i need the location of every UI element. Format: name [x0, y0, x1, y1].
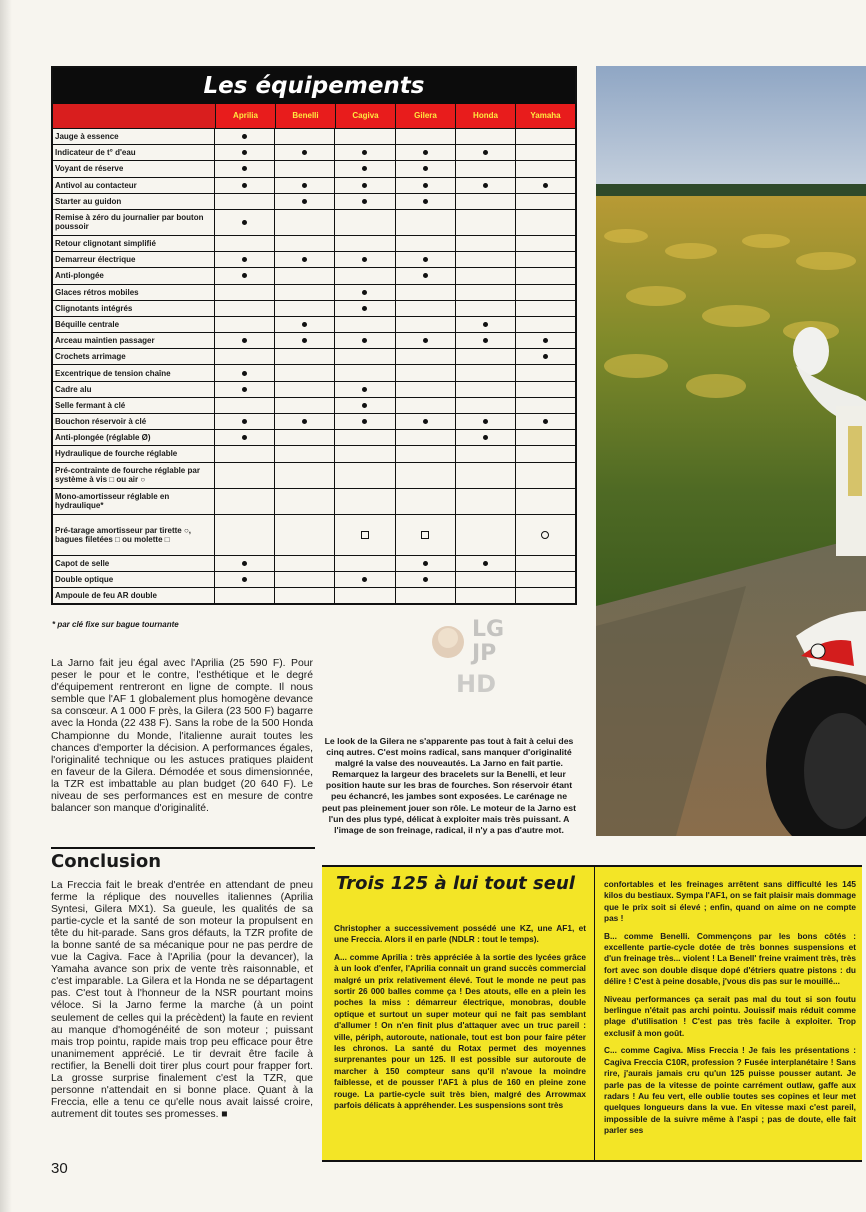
table-cell: [275, 556, 335, 571]
table-cell: [335, 301, 395, 316]
row-label: Excentrique de tension chaîne: [53, 365, 215, 380]
conclusion-heading: Conclusion: [51, 847, 315, 872]
table-cell: [456, 194, 516, 209]
table-cell: [275, 365, 335, 380]
row-label: Cadre alu: [53, 382, 215, 397]
table-cell: [215, 446, 275, 461]
table-cell: [215, 161, 275, 176]
dot-marker: [302, 419, 307, 424]
table-body: [53, 129, 575, 603]
table-row: [53, 463, 575, 489]
table-cell: [275, 333, 335, 348]
dot-marker: [483, 150, 488, 155]
watermark-line1: LG: [472, 617, 505, 642]
table-cell: [275, 210, 335, 235]
dot-marker: [423, 166, 428, 171]
table-row: [53, 210, 575, 236]
dot-marker: [483, 322, 488, 327]
table-cell: [396, 178, 456, 193]
dot-marker: [483, 435, 488, 440]
dot-marker: [423, 199, 428, 204]
dot-marker: [423, 273, 428, 278]
row-label: Voyant de réserve: [53, 161, 215, 176]
table-cell: [396, 285, 456, 300]
table-row: [53, 161, 575, 177]
table-cell: [516, 382, 575, 397]
box-col2-paragraph: C... comme Cagiva. Miss Freccia ! Je fais les présentations : Cagiva Freccia C10R, profession ? Fusée interplanétaire ! Sans rire, j'aurais jamais cru qu'un 125 puisse pousser autant. Je parle pas de la vitesse de pointe carrément outlaw, gaffe aux radars ! Au feu vert, elle oublie toutes ses copines et leur met quelques longueurs dans la vue. En vitesse maxi c'est pareil, impossible de la suivre même à l'aspi ; pas de doute, elle fait parler ses: [604, 1045, 856, 1136]
dot-marker: [302, 183, 307, 188]
table-cell: [215, 414, 275, 429]
table-cell: [516, 556, 575, 571]
dot-marker: [423, 150, 428, 155]
brand-header-yamaha: Yamaha: [516, 104, 575, 128]
row-label: Selle fermant à clé: [53, 398, 215, 413]
watermark-logo: [428, 610, 520, 700]
box-title: Trois 125 à lui tout seul: [336, 873, 575, 894]
table-cell: [275, 285, 335, 300]
table-cell: [275, 382, 335, 397]
table-cell: [215, 430, 275, 445]
table-cell: [275, 317, 335, 332]
table-cell: [215, 382, 275, 397]
table-cell: [516, 268, 575, 283]
row-label: Antivol au contacteur: [53, 178, 215, 193]
dot-marker: [543, 183, 548, 188]
box-col1-paragraph: A... comme Aprilia : très appréciée à la sortie des lycées grâce à un look d'enfer, l'Aprilia connait un grand succès commercial malgré un prix relativement élevé. Tout le monde ne peut pas sortir 26 000 balles comme ça ! Des atouts, elle en a plein les poches la miss : démarreur électrique, monobras, double optique et surtout un super moteur qui ne fait pas semblant d'allumer ! On n'en finit plus d'attaquer avec un truc pareil : ville, périph, autoroute, nationale, tout est bon pour faire péter les chronos. La santé du Rotax permet des moyennes surprenantes pour un 125. Il est possible sur autoroute de marcher à 150 compteur sans qu'il n'avoue la moindre faiblesse, et de pousser l'AF1 à plus de 160 en pleine zone rouge. La partie-cycle suit très bien, malgré des Arrowmax parfois délicats à appréhender. Les suspensions sont très: [334, 951, 586, 1111]
dot-marker: [242, 166, 247, 171]
dot-marker: [362, 306, 367, 311]
table-cell: [215, 178, 275, 193]
table-row: [53, 236, 575, 252]
dot-marker: [362, 183, 367, 188]
table-cell: [516, 161, 575, 176]
table-cell: [335, 463, 395, 488]
row-label: Glaces rétros mobiles: [53, 285, 215, 300]
table-cell: [275, 414, 335, 429]
table-cell: [335, 252, 395, 267]
dot-marker: [242, 183, 247, 188]
table-cell: [215, 194, 275, 209]
table-row: [53, 317, 575, 333]
table-cell: [396, 129, 456, 144]
brand-header-aprilia: Aprilia: [216, 104, 276, 128]
table-cell: [275, 398, 335, 413]
table-cell: [396, 382, 456, 397]
row-label: Capot de selle: [53, 556, 215, 571]
table-cell: [335, 515, 395, 555]
table-row: [53, 178, 575, 194]
table-cell: [456, 285, 516, 300]
table-cell: [516, 252, 575, 267]
table-row: [53, 446, 575, 462]
row-label: Anti-plongée: [53, 268, 215, 283]
dot-marker: [242, 257, 247, 262]
box-column-2: [604, 879, 856, 1143]
table-cell: [275, 178, 335, 193]
equipment-table: [51, 66, 577, 605]
page-number: 30: [51, 1160, 68, 1177]
row-label: Indicateur de t° d'eau: [53, 145, 215, 160]
dot-marker: [302, 150, 307, 155]
table-cell: [456, 317, 516, 332]
table-cell: [275, 236, 335, 251]
dot-marker: [423, 257, 428, 262]
dot-marker: [483, 338, 488, 343]
table-cell: [275, 129, 335, 144]
row-label: Béquille centrale: [53, 317, 215, 332]
watermark-line3: HD: [456, 670, 497, 698]
table-cell: [396, 515, 456, 555]
dot-marker: [242, 419, 247, 424]
table-row: [53, 333, 575, 349]
dot-marker: [242, 134, 247, 139]
table-cell: [456, 489, 516, 514]
table-cell: [275, 463, 335, 488]
table-cell: [335, 365, 395, 380]
circle-marker: [541, 531, 549, 539]
brand-header-cagiva: Cagiva: [336, 104, 396, 128]
table-cell: [275, 145, 335, 160]
table-row: [53, 556, 575, 572]
dot-marker: [242, 561, 247, 566]
table-cell: [516, 414, 575, 429]
table-cell: [516, 333, 575, 348]
table-cell: [335, 194, 395, 209]
table-row: [53, 430, 575, 446]
row-label: Retour clignotant simplifié: [53, 236, 215, 251]
row-label: Starter au guidon: [53, 194, 215, 209]
brand-header-benelli: Benelli: [276, 104, 336, 128]
table-cell: [275, 515, 335, 555]
table-row: [53, 489, 575, 515]
table-cell: [335, 236, 395, 251]
table-cell: [396, 236, 456, 251]
dot-marker: [242, 435, 247, 440]
dot-marker: [362, 150, 367, 155]
table-cell: [396, 414, 456, 429]
dot-marker: [543, 354, 548, 359]
table-cell: [516, 489, 575, 514]
table-cell: [275, 349, 335, 364]
dot-marker: [423, 561, 428, 566]
conclusion-text: La Freccia fait le break d'entrée en attendant de pneu ferme la réplique des nouvelles italiennes (Aprilia Syntesi, Gilera MX1). Sa gueule, les qualités de sa partie-cycle et la santé de son moteur la propulsent en tête du hit-parade. Sans gros défauts, la TZR profite de la bonne santé de sa mécanique pour ne pas perdre de vue la Cagiva. Face à l'Aprilia (pour la devancer), la Yamaha avance son prix de vente très raisonnable, et c'est imparable. La Gilera et la Honda ne se départagent pas. C'est tout à l'honneur de la NSR pourtant moins véloce. Si la Jarno ferme la marche (à un point seulement de celles qui la précèdent) la faute en revient au manque d'homogénéité de son moteur ; puissant mais trop pointu, rapide mais trop peu efficace pour être unanimement apprécié. Le tir devrait être facile à rectifier, la Benelli doit tirer plus court pour frapper fort. La grosse surprise finalement c'est la TZR, que personne n'attendait en si bonne place. Quant à la Freccia, elle a tenu ce qu'elle nous avait laissé croire, autrement dit toutes ses promesses. ■: [51, 880, 313, 1120]
table-cell: [335, 430, 395, 445]
table-cell: [396, 430, 456, 445]
table-cell: [215, 515, 275, 555]
dot-marker: [302, 257, 307, 262]
row-label: Remise à zéro du journalier par bouton poussoir: [53, 210, 215, 235]
table-cell: [335, 145, 395, 160]
table-cell: [456, 268, 516, 283]
table-footnote: * par clé fixe sur bague tournante: [52, 620, 179, 629]
dot-marker: [543, 419, 548, 424]
table-cell: [396, 301, 456, 316]
table-cell: [215, 145, 275, 160]
table-cell: [215, 252, 275, 267]
table-cell: [215, 301, 275, 316]
table-cell: [215, 398, 275, 413]
row-label: Jauge à essence: [53, 129, 215, 144]
square-marker: [361, 531, 369, 539]
table-cell: [456, 463, 516, 488]
table-cell: [456, 382, 516, 397]
table-cell: [516, 194, 575, 209]
intro-paragraph: La Jarno fait jeu égal avec l'Aprilia (25 590 F). Pour peser le pour et le contre, l'esthétique et le degré d'équipement rentreront en ligne de compte. Il nous semble que l'AF 1 globalement plus homogène devance sa consœur. A 1 000 F près, la Gilera (23 500 F) bagarre avec la Honda (22 438 F). Sans la robe de la 500 Honda Championne du Monde, l'italienne aurait toutes les chances d'emporter la décision. A performances égales, l'originalité technique ou les astuces pratiques plaident en faveur de la Gilera. Démodée et sous dimensionnée, la TZR est imbattable au plan budget (20 640 F). Le niveau de ses performances est en mesure de contre balancer son manque d'originalité.: [51, 658, 313, 815]
table-cell: [335, 178, 395, 193]
table-cell: [456, 430, 516, 445]
dot-marker: [543, 338, 548, 343]
table-cell: [215, 463, 275, 488]
table-cell: [215, 572, 275, 587]
table-cell: [516, 572, 575, 587]
dot-marker: [302, 199, 307, 204]
table-cell: [275, 252, 335, 267]
table-cell: [396, 333, 456, 348]
table-cell: [215, 129, 275, 144]
dot-marker: [423, 338, 428, 343]
dot-marker: [242, 273, 247, 278]
row-label: Hydraulique de fourche réglable: [53, 446, 215, 461]
table-cell: [335, 382, 395, 397]
dot-marker: [362, 290, 367, 295]
dot-marker: [483, 419, 488, 424]
table-cell: [516, 301, 575, 316]
box-col2-paragraph: Niveau performances ça serait pas mal du tout si son foutu berlingue n'était pas archi pointu. Jouissif mais réduit comme plage d'utilisation ! C'est pas très facile à exploiter. Trop exclusif à mon goût.: [604, 993, 856, 1038]
table-cell: [275, 430, 335, 445]
table-cell: [335, 414, 395, 429]
table-cell: [516, 285, 575, 300]
motorcycle-photo: [596, 66, 866, 836]
table-row: [53, 252, 575, 268]
row-label: Crochets arrimage: [53, 349, 215, 364]
table-cell: [275, 268, 335, 283]
table-cell: [396, 194, 456, 209]
table-cell: [275, 161, 335, 176]
table-cell: [396, 252, 456, 267]
table-cell: [516, 365, 575, 380]
row-label: Mono-amortisseur réglable en hydraulique*: [53, 489, 215, 514]
table-cell: [396, 463, 456, 488]
table-cell: [396, 588, 456, 603]
table-cell: [396, 365, 456, 380]
dot-marker: [362, 387, 367, 392]
table-row: [53, 414, 575, 430]
table-cell: [335, 129, 395, 144]
table-header-corner: [53, 104, 216, 128]
table-cell: [456, 178, 516, 193]
dot-marker: [362, 257, 367, 262]
dot-marker: [483, 561, 488, 566]
table-cell: [275, 572, 335, 587]
table-cell: [456, 588, 516, 603]
table-cell: [335, 572, 395, 587]
table-cell: [516, 145, 575, 160]
table-cell: [516, 588, 575, 603]
table-row: [53, 588, 575, 603]
table-cell: [456, 333, 516, 348]
table-row: [53, 382, 575, 398]
dot-marker: [423, 419, 428, 424]
table-cell: [516, 463, 575, 488]
dot-marker: [242, 387, 247, 392]
table-cell: [335, 489, 395, 514]
row-label: Ampoule de feu AR double: [53, 588, 215, 603]
table-cell: [335, 588, 395, 603]
brand-header-gilera: Gilera: [396, 104, 456, 128]
table-cell: [335, 333, 395, 348]
dot-marker: [362, 166, 367, 171]
table-cell: [275, 588, 335, 603]
table-cell: [456, 398, 516, 413]
dot-marker: [242, 338, 247, 343]
table-cell: [516, 236, 575, 251]
table-cell: [516, 129, 575, 144]
dot-marker: [362, 419, 367, 424]
brand-header-honda: Honda: [456, 104, 516, 128]
table-cell: [456, 145, 516, 160]
table-cell: [456, 349, 516, 364]
dot-marker: [423, 183, 428, 188]
table-cell: [456, 572, 516, 587]
row-label: Anti-plongée (réglable Ø): [53, 430, 215, 445]
table-cell: [396, 210, 456, 235]
table-cell: [516, 317, 575, 332]
table-cell: [396, 161, 456, 176]
table-cell: [275, 489, 335, 514]
table-row: [53, 285, 575, 301]
table-row: [53, 365, 575, 381]
table-cell: [516, 349, 575, 364]
dot-marker: [362, 403, 367, 408]
table-cell: [215, 365, 275, 380]
table-cell: [335, 556, 395, 571]
dot-marker: [362, 338, 367, 343]
table-row: [53, 145, 575, 161]
box-column-divider: [594, 867, 595, 1160]
box-column-1: [334, 923, 586, 1118]
row-label: Bouchon réservoir à clé: [53, 414, 215, 429]
dot-marker: [242, 577, 247, 582]
row-label: Clignotants intégrés: [53, 301, 215, 316]
table-cell: [516, 398, 575, 413]
table-cell: [275, 301, 335, 316]
box-col2-paragraph: confortables et les freinages arrêtent sans difficulté les 145 kilos du bestiaux. Sympa l'AF1, on se fait plaisir mais dommage que le prix soit si élevé ; enfin, quand on aime on ne compte pas !: [604, 879, 856, 924]
dot-marker: [242, 150, 247, 155]
dot-marker: [483, 183, 488, 188]
table-cell: [335, 398, 395, 413]
row-label: Double optique: [53, 572, 215, 587]
table-cell: [456, 236, 516, 251]
square-marker: [421, 531, 429, 539]
table-cell: [456, 446, 516, 461]
table-cell: [335, 268, 395, 283]
table-row: [53, 398, 575, 414]
table-cell: [215, 210, 275, 235]
table-row: [53, 572, 575, 588]
table-cell: [275, 446, 335, 461]
table-row: [53, 194, 575, 210]
table-cell: [215, 285, 275, 300]
table-cell: [396, 268, 456, 283]
table-cell: [396, 489, 456, 514]
table-row: [53, 515, 575, 556]
row-label: Pré-contrainte de fourche réglable par système à vis □ ou air ○: [53, 463, 215, 488]
table-cell: [335, 210, 395, 235]
table-cell: [456, 210, 516, 235]
table-cell: [396, 556, 456, 571]
table-cell: [396, 572, 456, 587]
table-row: [53, 129, 575, 145]
table-cell: [516, 446, 575, 461]
table-row: [53, 268, 575, 284]
table-cell: [335, 446, 395, 461]
page-gutter: [0, 0, 12, 1212]
sidebar-box: [322, 865, 862, 1162]
table-cell: [396, 145, 456, 160]
table-cell: [215, 268, 275, 283]
table-cell: [396, 398, 456, 413]
table-cell: [335, 285, 395, 300]
photo-caption: Le look de la Gilera ne s'apparente pas tout à fait à celui des cinq autres. C'est moins radical, sans manquer d'originalité malgré la valse des nouveautés. La Jarno en fait partie. Remarquez la largeur des bracelets sur la Benelli, et leur position haute sur les bras de fourches. Son réservoir étant peu échancré, les jambes sont exposées. Le carénage ne peut pas pleinement jouer son rôle. Le moteur de la Jarno est l'un des plus typé, délicat à exploiter mais très puissant. A l'image de son freinage, radical, il n'y a pas d'autre mot.: [322, 736, 576, 835]
dot-marker: [242, 371, 247, 376]
table-cell: [335, 161, 395, 176]
table-cell: [456, 515, 516, 555]
dot-marker: [302, 322, 307, 327]
table-row: [53, 349, 575, 365]
table-cell: [516, 210, 575, 235]
table-cell: [396, 446, 456, 461]
table-cell: [275, 194, 335, 209]
table-cell: [456, 301, 516, 316]
table-cell: [215, 556, 275, 571]
table-cell: [215, 588, 275, 603]
row-label: Arceau maintien passager: [53, 333, 215, 348]
table-cell: [516, 515, 575, 555]
box-col2-paragraph: B... comme Benelli. Commençons par les bons côtés : excellente partie-cycle dotée de très bonnes suspensions et d'un freinage très... violent ! La Benell' freine vraiment très, très fort avec son double disque dopé d'étriers quatre pistons : du délire ! C'est à peine dosable, j'vous dis pas sur le mouillé...: [604, 930, 856, 987]
table-cell: [215, 236, 275, 251]
dot-marker: [362, 577, 367, 582]
row-label: Demarreur électrique: [53, 252, 215, 267]
table-cell: [456, 161, 516, 176]
table-cell: [456, 365, 516, 380]
table-cell: [456, 414, 516, 429]
watermark-line2: JP: [472, 641, 497, 666]
table-cell: [456, 129, 516, 144]
row-label: Pré-tarage amortisseur par tirette ○, bagues filetées □ ou molette □: [53, 515, 215, 555]
table-cell: [335, 317, 395, 332]
table-cell: [456, 252, 516, 267]
table-header-row: [53, 104, 575, 129]
dot-marker: [362, 199, 367, 204]
dot-marker: [302, 338, 307, 343]
table-cell: [215, 349, 275, 364]
table-row: [53, 301, 575, 317]
table-title: Les équipements: [53, 68, 575, 104]
table-cell: [335, 349, 395, 364]
table-cell: [215, 489, 275, 514]
table-cell: [215, 333, 275, 348]
table-cell: [396, 317, 456, 332]
table-cell: [516, 178, 575, 193]
table-cell: [396, 349, 456, 364]
dot-marker: [423, 577, 428, 582]
dot-marker: [242, 220, 247, 225]
table-cell: [516, 430, 575, 445]
table-cell: [456, 556, 516, 571]
box-col1-paragraph: Christopher a successivement possédé une KZ, une AF1, et une Freccia. Alors il en parle (NDLR : tout le temps).: [334, 923, 586, 945]
table-cell: [215, 317, 275, 332]
